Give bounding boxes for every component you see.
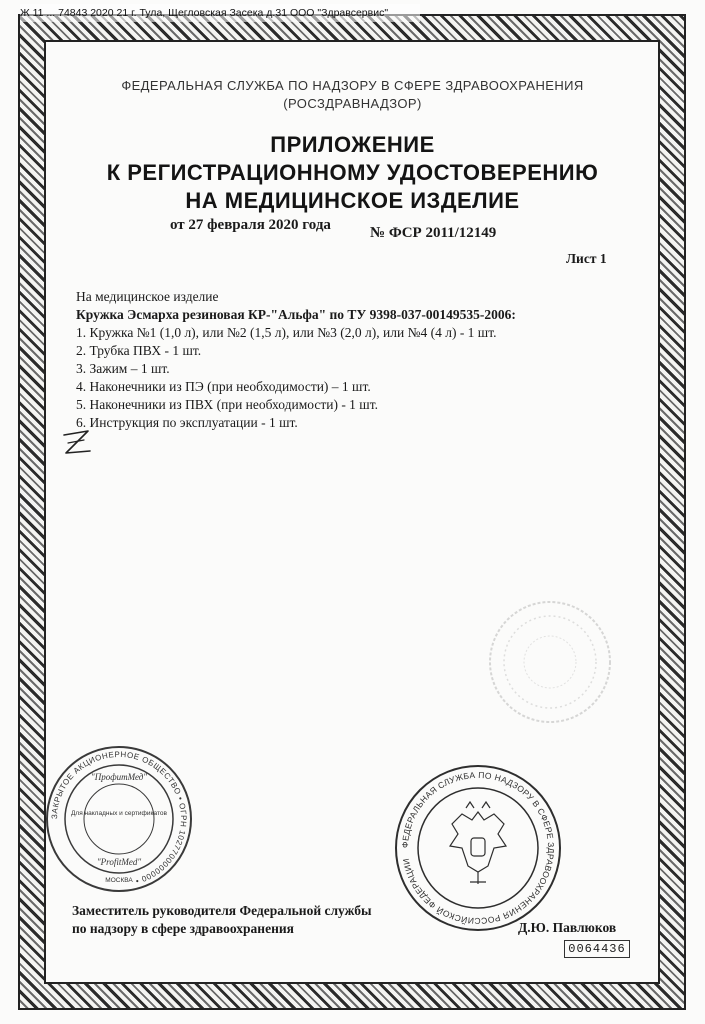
document-title-line-3: НА МЕДИЦИНСКОЕ ИЗДЕЛИЕ (185, 188, 520, 213)
company-stamp-top: "ПрофитМед" (90, 772, 148, 782)
agency-name: ФЕДЕРАЛЬНАЯ СЛУЖБА ПО НАДЗОРУ В СФЕРЕ ЗДРАВООХРАНЕНИЯ (121, 78, 584, 93)
handwritten-z-mark (58, 425, 96, 463)
svg-text:ФЕДЕРАЛЬНАЯ СЛУЖБА ПО НАДЗОРУ (400, 770, 556, 926)
company-stamp-ring-text: ЗАКРЫТОЕ АКЦИОНЕРНОЕ ОБЩЕСТВО • ОГРН 1027700000000 • (49, 749, 189, 886)
agency-abbreviation: (РОСЗДРАВНАДЗОР) (283, 96, 422, 111)
official-seal-ring-text: ФЕДЕРАЛЬНАЯ СЛУЖБА ПО НАДЗОРУ В СФЕРЕ ЗДРАВООХРАНЕНИЯ РОССИЙСКОЙ ФЕДЕРАЦИИ (399, 769, 557, 927)
company-stamp-bottom: "ProfitMed" (96, 857, 142, 867)
document-title-line-1: ПРИЛОЖЕНИЕ (270, 132, 435, 157)
issue-date: от 27 февраля 2020 года (170, 217, 331, 233)
faint-seal-impression (486, 598, 614, 726)
document-title-line-2: К РЕГИСТРАЦИОННОМУ УДОСТОВЕРЕНИЮ (106, 160, 599, 185)
signer-title-line-1: Заместитель руководителя Федеральной службы (72, 903, 372, 918)
serial-number: 0064436 (564, 940, 630, 958)
company-stamp-city: МОСКВА (105, 877, 133, 884)
list-item: 1. Кружка №1 (1,0 л), или №2 (1,5 л), или №3 (2,0 л), или №4 (4 л) - 1 шт. (76, 325, 497, 340)
certificate-number: № ФСР 2011/12149 (370, 225, 497, 241)
body-intro: На медицинское изделие (76, 289, 219, 304)
document-body (76, 288, 636, 432)
company-stamp (44, 744, 194, 894)
signer-name: Д.Ю. Павлюков (518, 920, 617, 935)
company-stamp-center: Для накладных и сертификатов (71, 810, 167, 817)
list-item: 5. Наконечники из ПВХ (при необходимости) - 1 шт. (76, 397, 378, 412)
list-item: 2. Трубка ПВХ - 1 шт. (76, 343, 202, 358)
list-item: 3. Зажим – 1 шт. (76, 361, 170, 376)
fax-header: Ж 11 ... 74843 2020 21 г. Тула, Щегловская Засека д.31 ООО "Здравсервис" (20, 4, 420, 22)
official-state-seal (392, 762, 564, 934)
product-heading: Кружка Эсмарха резиновая КР-"Альфа" по ТУ 9398-037-00149535-2006: (76, 307, 516, 322)
double-headed-eagle-emblem (450, 802, 506, 884)
list-item: 4. Наконечники из ПЭ (при необходимости) – 1 шт. (76, 379, 371, 394)
signer-title-line-2: по надзору в сфере здравоохранения (72, 921, 294, 936)
signer-title (72, 902, 372, 938)
list-item: 6. Инструкция по эксплуатации - 1 шт. (76, 415, 298, 430)
sheet-number: Лист 1 (566, 251, 607, 266)
